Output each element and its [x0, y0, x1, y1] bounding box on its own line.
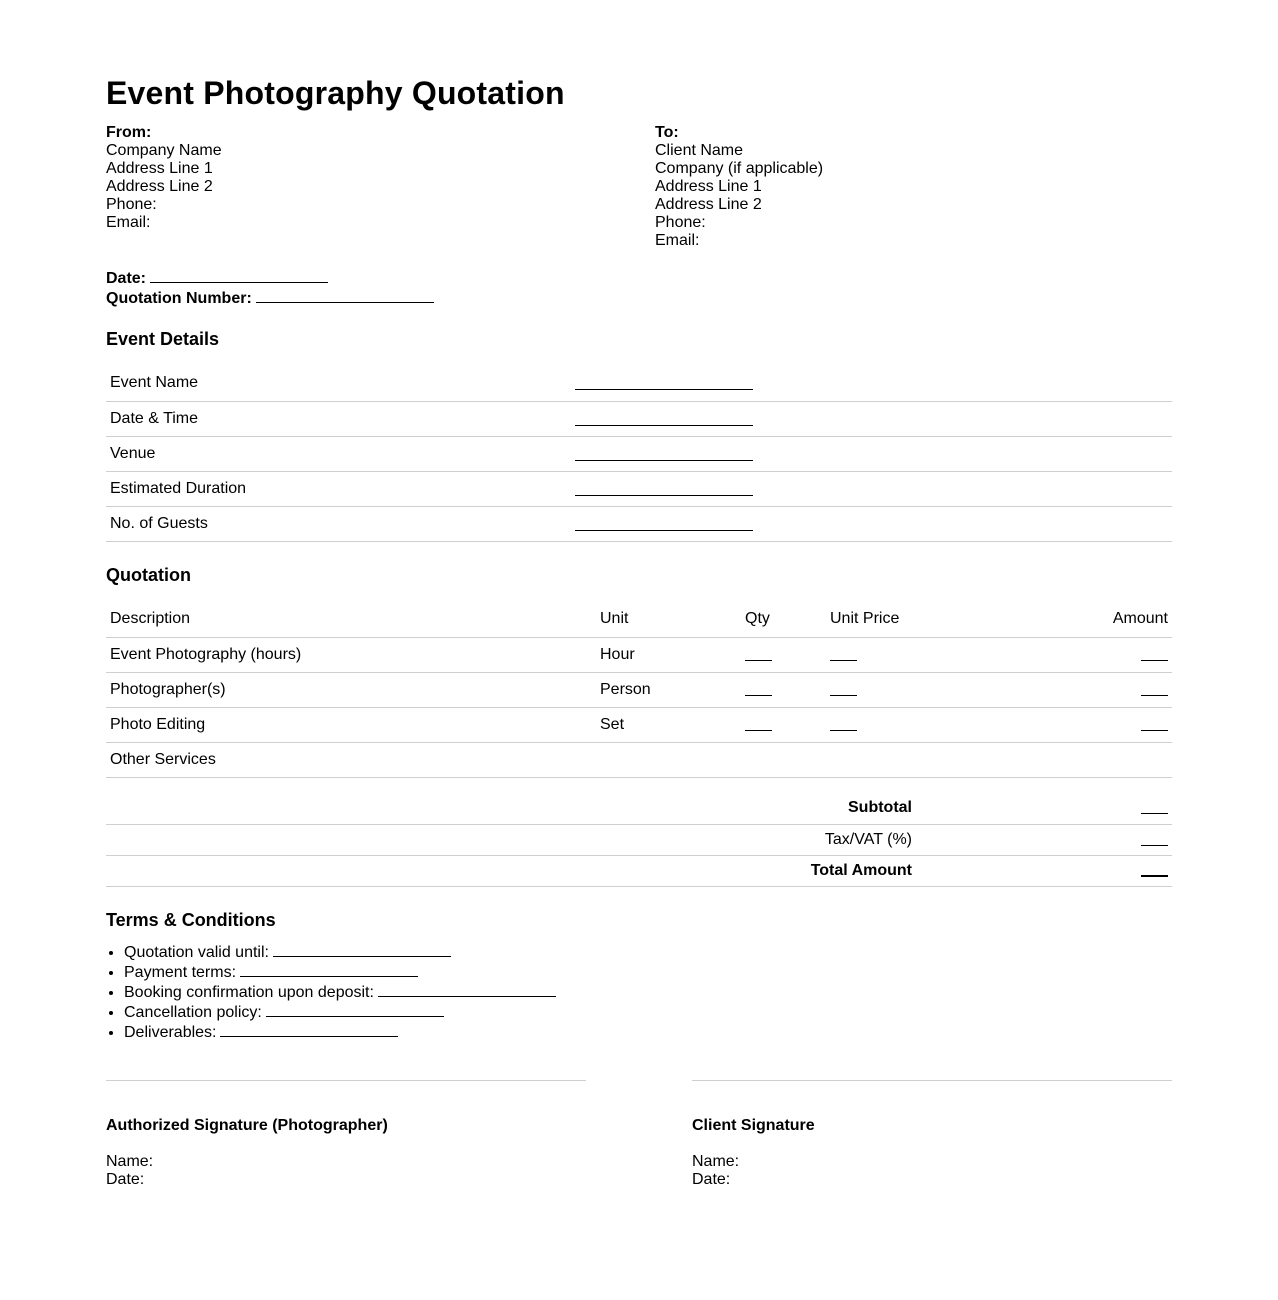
client-date-label: Date:	[692, 1171, 731, 1188]
qty-field[interactable]	[741, 637, 826, 672]
guests-label: No. of Guests	[106, 506, 571, 541]
quotation-number-blank[interactable]	[256, 288, 434, 303]
photographer-name-label: Name:	[106, 1153, 154, 1170]
event-name-field[interactable]	[571, 366, 1172, 401]
row-description: Other Services	[106, 742, 596, 777]
row-unit	[596, 742, 741, 777]
list-item: • Payment terms:	[124, 962, 556, 982]
tax-row	[106, 824, 1172, 855]
from-label: From:	[106, 124, 152, 141]
term-blank[interactable]	[220, 1022, 398, 1037]
client-signature-block	[692, 1080, 1172, 1189]
total-amount-label: Total Amount	[106, 855, 916, 886]
totals-table	[106, 793, 1172, 887]
term-blank[interactable]	[266, 1002, 444, 1017]
quotation-heading: Quotation	[106, 565, 191, 585]
list-item: • Deliverables:	[124, 1022, 556, 1042]
venue-field[interactable]	[571, 436, 1172, 471]
list-item: • Cancellation policy:	[124, 1002, 556, 1022]
unit-price-field[interactable]	[826, 637, 1006, 672]
quotation-number-line	[106, 288, 434, 308]
from-address-line-1: Address Line 1	[106, 160, 213, 177]
row-unit: Set	[596, 707, 741, 742]
term-blank[interactable]	[378, 982, 556, 997]
from-company-name: Company Name	[106, 142, 222, 159]
table-row	[106, 436, 1172, 471]
page-title: Event Photography Quotation	[106, 75, 565, 111]
quotation-meta	[106, 268, 434, 308]
quotation-table	[106, 602, 1172, 778]
amount-field[interactable]	[1006, 672, 1172, 707]
total-row	[106, 855, 1172, 886]
to-block	[655, 124, 823, 250]
row-unit: Hour	[596, 637, 741, 672]
terms-list	[106, 942, 556, 1042]
row-description: Photographer(s)	[106, 672, 596, 707]
terms-heading: Terms & Conditions	[106, 910, 276, 930]
estimated-duration-field[interactable]	[571, 471, 1172, 506]
venue-label: Venue	[106, 436, 571, 471]
photographer-signature-title: Authorized Signature (Photographer)	[106, 1117, 388, 1134]
col-qty: Qty	[741, 602, 826, 637]
event-details-heading: Event Details	[106, 329, 220, 349]
to-address-line-2: Address Line 2	[655, 196, 762, 213]
to-client-name: Client Name	[655, 142, 744, 159]
col-amount: Amount	[1006, 602, 1172, 637]
photographer-signature-block	[106, 1080, 586, 1189]
table-row	[106, 471, 1172, 506]
guests-field[interactable]	[571, 506, 1172, 541]
table-row	[106, 401, 1172, 436]
unit-price-field[interactable]	[826, 672, 1006, 707]
date-time-field[interactable]	[571, 401, 1172, 436]
table-row	[106, 366, 1172, 401]
tax-label: Tax/VAT (%)	[106, 824, 916, 855]
list-item: • Quotation valid until:	[124, 942, 556, 962]
col-description: Description	[106, 602, 596, 637]
amount-field[interactable]	[1006, 637, 1172, 672]
photographer-signature-line[interactable]	[106, 1080, 586, 1081]
subtotal-label: Subtotal	[106, 793, 916, 824]
client-name-label: Name:	[692, 1153, 740, 1170]
col-unit: Unit	[596, 602, 741, 637]
subtotal-field[interactable]	[916, 793, 1172, 824]
to-label: To:	[655, 124, 679, 141]
event-name-label: Event Name	[106, 366, 571, 401]
to-company: Company (if applicable)	[655, 160, 824, 177]
date-line	[106, 268, 434, 288]
term-blank[interactable]	[240, 962, 418, 977]
to-email: Email:	[655, 232, 700, 249]
qty-field[interactable]	[741, 707, 826, 742]
table-row	[106, 707, 1172, 742]
client-signature-line[interactable]	[692, 1080, 1172, 1081]
tax-field[interactable]	[916, 824, 1172, 855]
table-row	[106, 742, 1172, 777]
unit-price-field[interactable]	[826, 707, 1006, 742]
amount-field[interactable]	[1006, 707, 1172, 742]
qty-field[interactable]	[741, 672, 826, 707]
col-unit-price: Unit Price	[826, 602, 1006, 637]
table-row	[106, 637, 1172, 672]
table-header-row	[106, 602, 1172, 637]
from-address-line-2: Address Line 2	[106, 178, 213, 195]
from-phone: Phone:	[106, 196, 157, 213]
row-description: Photo Editing	[106, 707, 596, 742]
event-details-table	[106, 366, 1172, 542]
term-blank[interactable]	[273, 942, 451, 957]
list-item: • Booking confirmation upon deposit:	[124, 982, 556, 1002]
row-unit: Person	[596, 672, 741, 707]
from-block	[106, 124, 222, 232]
date-label: Date:	[106, 270, 147, 287]
subtotal-row	[106, 793, 1172, 824]
row-description: Event Photography (hours)	[106, 637, 596, 672]
estimated-duration-label: Estimated Duration	[106, 471, 571, 506]
table-row	[106, 672, 1172, 707]
date-blank[interactable]	[150, 268, 328, 283]
quotation-number-label: Quotation Number:	[106, 290, 252, 307]
table-row	[106, 506, 1172, 541]
date-time-label: Date & Time	[106, 401, 571, 436]
to-phone: Phone:	[655, 214, 706, 231]
total-amount-field[interactable]	[916, 855, 1172, 886]
to-address-line-1: Address Line 1	[655, 178, 762, 195]
client-signature-title: Client Signature	[692, 1117, 815, 1134]
from-email: Email:	[106, 214, 151, 231]
photographer-date-label: Date:	[106, 1171, 145, 1188]
